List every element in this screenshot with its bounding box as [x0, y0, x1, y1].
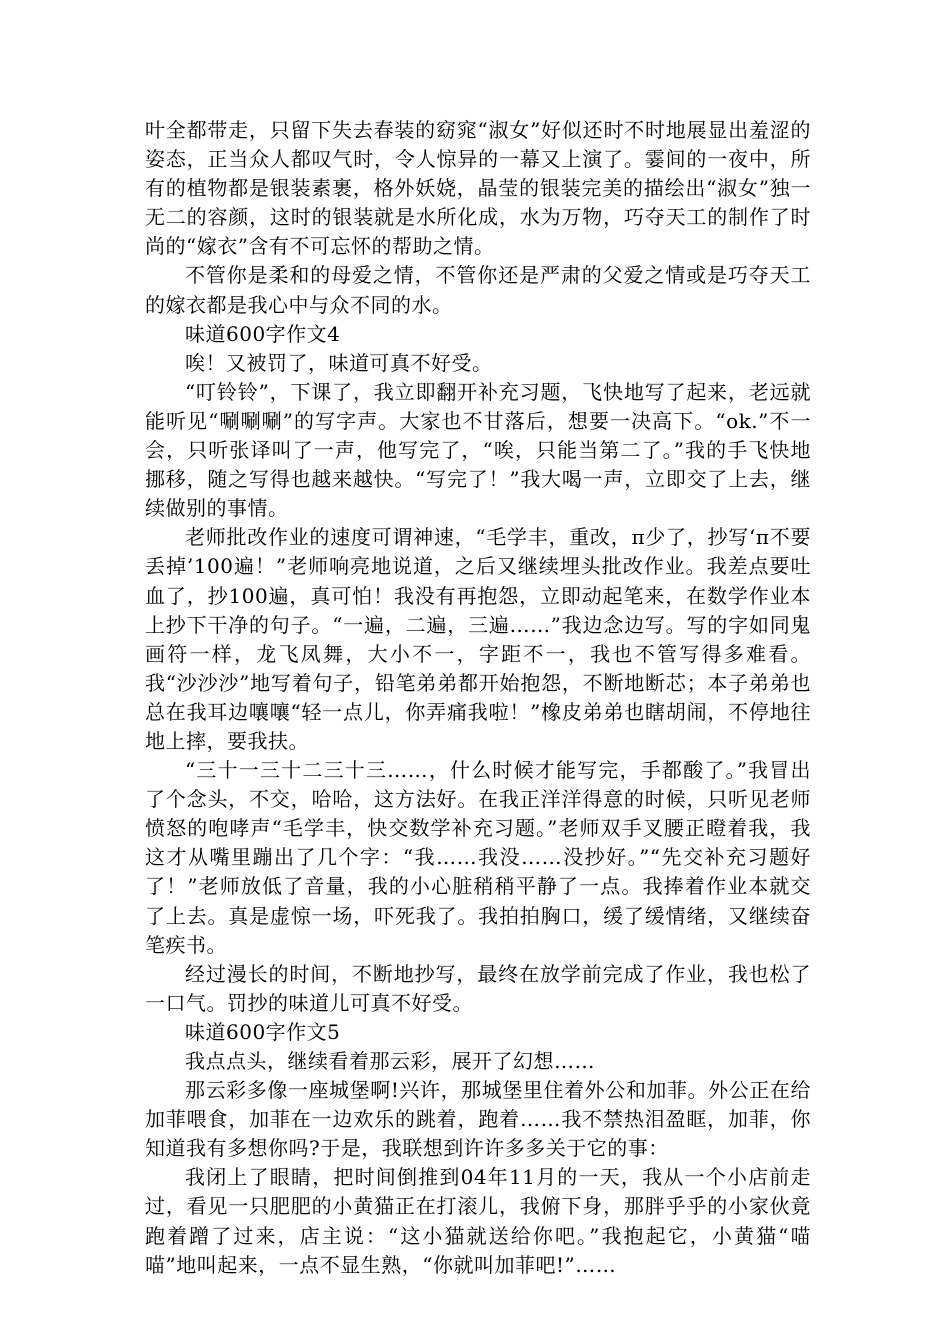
paragraph: 不管你是柔和的母爱之情，不管你还是严肃的父爱之情或是巧夺天工的嫁衣都是我心中与众不同的水。: [145, 263, 811, 317]
paragraph: 叶全都带走，只留下失去春装的窈窕“淑女”好似还时不时地展显出羞涩的姿态，正当众人都叹气时，令人惊异的一幕又上演了。霎间的一夜中，所有的植物都是银装素裹，格外妖娆，晶莹的银装完美的描绘出“淑女”独一无二的容颜，这时的银装就是水所化成，水为万物，巧夺天工的制作了时尚的“嫁衣”含有不可忘怀的帮助之情。: [145, 118, 811, 259]
paragraph: 我闭上了眼睛，把时间倒推到04年11月的一天，我从一个小店前走过，看见一只肥肥的小黄猫正在打滚儿，我俯下身，那胖乎乎的小家伙竟跑着蹭了过来，店主说：“这小猫就送给你吧。”我抱起它，小黄猫“喵喵”地叫起来，一点不显生熟，“你就叫加菲吧!”……: [145, 1165, 811, 1277]
section-heading: 味道600字作文5: [185, 1019, 341, 1044]
section-heading: 味道600字作文4: [185, 321, 341, 346]
paragraph: “三十一三十二三十三……，什么时候才能写完，手都酸了。”我冒出了个念头，不交，哈哈，这方法好。在我正洋洋得意的时候，只听见老师愤怒的咆哮声“毛学丰，快交数学补充习题。”老师双手叉腰正瞪着我，我这才从嘴里蹦出了几个字：“我……我没……没抄好。”“先交补充习题好了！”老师放低了音量，我的小心脏稍稍平静了一点。我捧着作业本就交了上去。真是虚惊一场，吓死我了。我拍拍胸口，缓了缓情绪，又继续奋笔疾书。: [145, 758, 811, 957]
document-page: [145, 116, 811, 1280]
paragraph: 经过漫长的时间，不断地抄写，最终在放学前完成了作业，我也松了一口气。罚抄的味道儿可真不好受。: [145, 961, 811, 1015]
paragraph: “叮铃铃”，下课了，我立即翻开补充习题，飞快地写了起来，老远就能听见“唰唰唰”的写字声。大家也不甘落后，想要一决高下。“ok.”不一会，只听张译叫了一声，他写完了，“唉，只能当第二了。”我的手飞快地挪移，随之写得也越来越快。“写完了！”我大喝一声，立即交了上去，继续做别的事情。: [145, 379, 811, 521]
paragraph: 那云彩多像一座城堡啊!兴许，那城堡里住着外公和加菲。外公正在给加菲喂食，加菲在一边欢乐的跳着，跑着……我不禁热泪盈眶，加菲，你知道我有多想你吗?于是，我联想到许许多多关于它的事：: [145, 1078, 811, 1161]
paragraph: 唉！又被罚了，味道可真不好受。: [185, 350, 493, 375]
paragraph: 老师批改作业的速度可谓神速，“毛学丰，重改，π少了，抄写‘π不要丢掉’100遍！”老师响亮地说道，之后又继续埋头批改作业。我差点要吐血了，抄100遍，真可怕！我没有再抱怨，立即动起笔来，在数学作业本上抄下干净的句子。“一遍，二遍，三遍……”我边念边写。写的字如同鬼画符一样，龙飞凤舞，大小不一，字距不一，我也不管写得多难看。我“沙沙沙”地写着句子，铅笔弟弟都开始抱怨，不断地断芯；本子弟弟也总在我耳边嚷嚷“轻一点儿，你弄痛我啦！”橡皮弟弟也瞎胡闹，不停地往地上摔，要我扶。: [145, 525, 811, 753]
paragraph: 我点点头，继续看着那云彩，展开了幻想……: [185, 1049, 595, 1073]
